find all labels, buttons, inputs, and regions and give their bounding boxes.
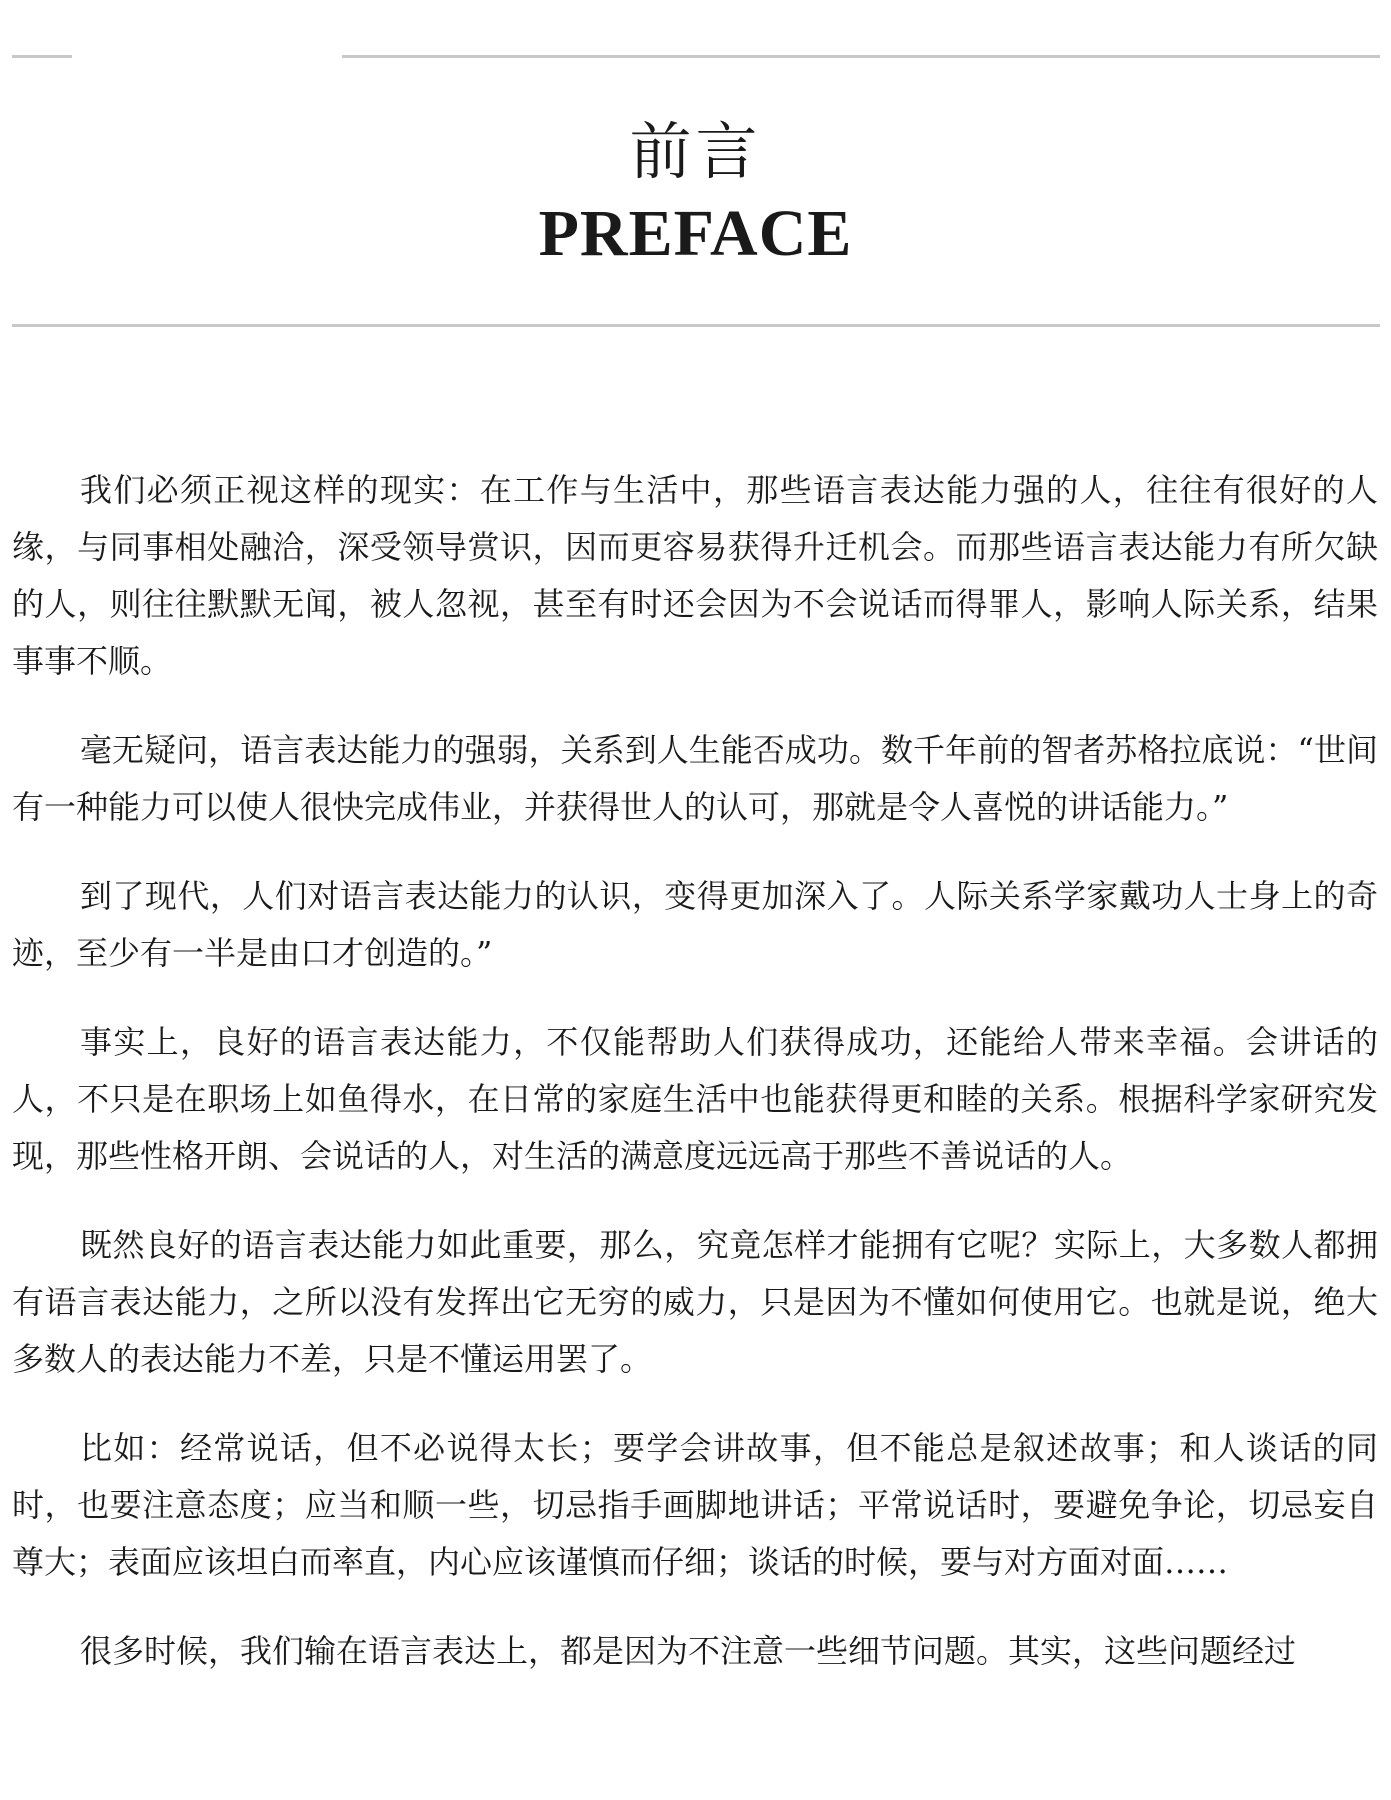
paragraph-5: 既然良好的语言表达能力如此重要，那么，究竟怎样才能拥有它呢？实际上，大多数人都拥有语言表达能力，之所以没有发挥出它无穷的威力，只是因为不懂如何使用它。也就是说，绝大多数人的表达能力不差，只是不懂运用罢了。 — [12, 1226, 1378, 1378]
paragraph-3: 到了现代，人们对语言表达能力的认识，变得更加深入了。人际关系学家戴功人士身上的奇迹，至少有一半是由口才创造的。” — [12, 877, 1378, 972]
page-title-chinese: 前言 — [629, 115, 762, 188]
paragraph-4: 事实上，良好的语言表达能力，不仅能帮助人们获得成功，还能给人带来幸福。会讲话的人，不只是在职场上如鱼得水，在日常的家庭生活中也能获得更和睦的关系。根据科学家研究发现，那些性格开朗、会说话的人，对生活的满意度远远高于那些不善说话的人。 — [12, 1023, 1378, 1175]
paragraph-2: 毫无疑问，语言表达能力的强弱，关系到人生能否成功。数千年前的智者苏格拉底说：“世间有一种能力可以使人很快完成伟业，并获得世人的认可，那就是令人喜悦的讲话能力。” — [12, 731, 1378, 826]
page-title-english: PREFACE — [538, 197, 853, 270]
paragraph-6: 比如：经常说话，但不必说得太长；要学会讲故事，但不能总是叙述故事；和人谈话的同时，也要注意态度；应当和顺一些，切忌指手画脚地讲话；平常说话时，要避免争论，切忌妄自尊大；表面应该坦白而率直，内心应该谨慎而仔细；谈话的时候，要与对方面对面…… — [12, 1429, 1378, 1581]
paragraph-7: 很多时候，我们输在语言表达上，都是因为不注意一些细节问题。其实，这些问题经过 — [80, 1632, 1297, 1670]
preface-body — [12, 462, 1378, 1800]
header-rule-left — [12, 55, 72, 58]
title-divider-rule — [12, 324, 1380, 327]
paragraph-1: 我们必须正视这样的现实：在工作与生活中，那些语言表达能力强的人，往往有很好的人缘，与同事相处融洽，深受领导赏识，因而更容易获得升迁机会。而那些语言表达能力有所欠缺的人，则往往默默无闻，被人忽视，甚至有时还会因为不会说话而得罪人，影响人际关系，结果事事不顺。 — [12, 471, 1378, 680]
header-rule-right — [342, 55, 1380, 58]
